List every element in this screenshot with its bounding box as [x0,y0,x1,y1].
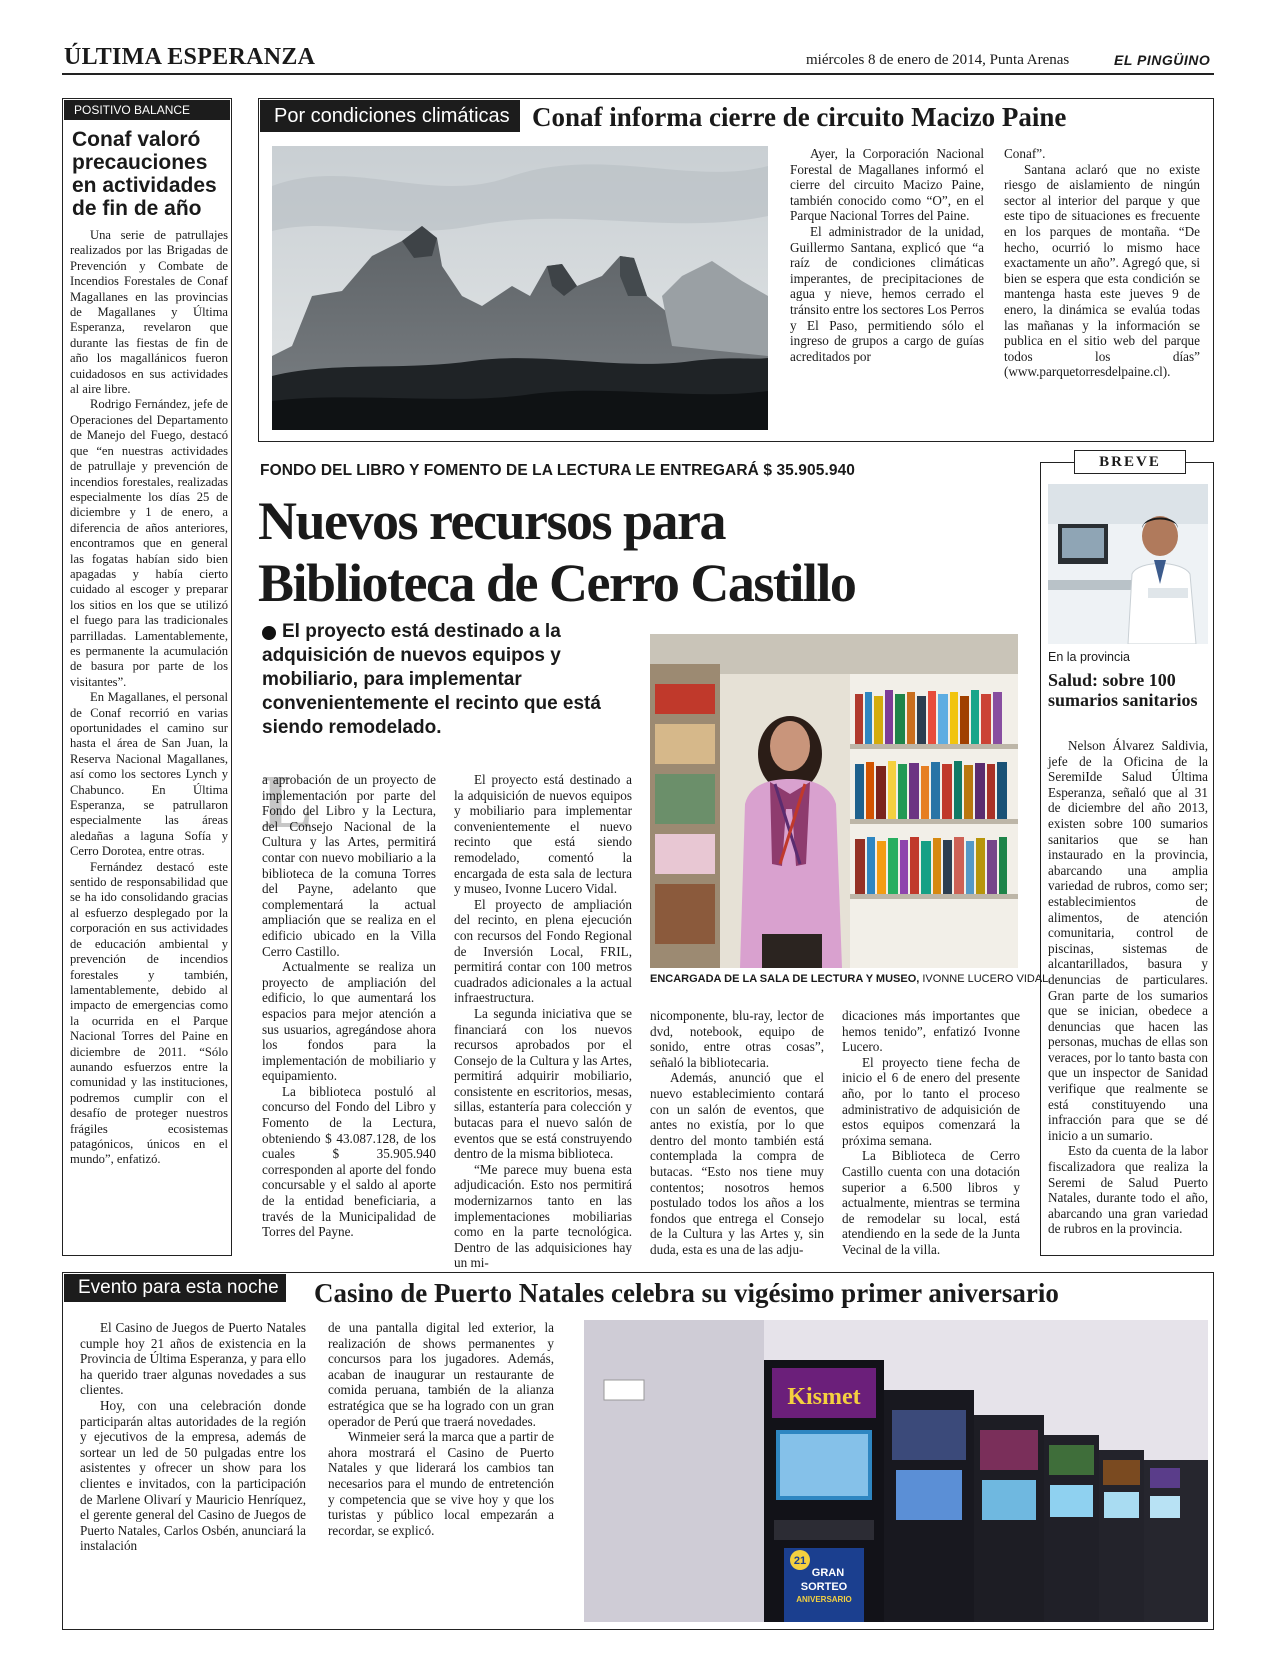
caption-name: IVONNE LUCERO VIDAL. [922,973,1052,985]
library-photo [650,634,1018,968]
library-col-4 [842,1008,1020,1258]
slot-machines-illustration [584,1320,1208,1622]
doctor-photo [1048,484,1208,644]
library-paragraph: El proyecto tiene fecha de inicio el 6 de enero del presente año, por lo tanto el proceso administrativo de adquisición de estos equipos comenzará la próxima semana. [842,1054,1020,1148]
library-paragraph: La segunda iniciativa que se financiará con los nuevos recursos aprobados por el Consejo de la Cultura y las Artes, permitirá adquirir mobiliario, consistente en escritorios, mesas, sillas, estantería para colección y butacas para el nuevo salón de eventos que se está construyendo dentro de la misma biblioteca. [454,1005,632,1162]
breve-body [1048,738,1208,1237]
sidebar-paragraph: Fernández destacó este sentido de responsabilidad que se ha ido consolidando gracias al esfuerzo desplegado por la corporación en sus actividades de educación ambiental y prevención de incendios forestales y también, lamentablemente, debido al impacto de emergencias como la ocurrida en el Parque Nacional Torres del Paine en diciembre de 2011. “Sólo aunando esfuerzos entre la comunidad y las instituciones, podremos cumplir con el desafío de proteger nuestros frágiles ecosistemas patagónicos, únicos en el mundo”, enfatizó. [70,859,228,1167]
paine-kicker: Por condiciones climáticas [260,100,520,132]
library-kicker: FONDO DEL LIBRO Y FOMENTO DE LA LECTURA LE ENTREGARÁ $ 35.905.940 [260,462,856,479]
library-headline-line2: Biblioteca de Cerro Castillo [258,553,856,613]
caption-bold: ENCARGADA DE LA SALA DE LECTURA Y MUSEO, [650,973,920,985]
paine-paragraph: Santana aclaró que no existe riesgo de aislamiento de ningún sector al interior del parque y que este tipo de situaciones es frecuente en los parques de montaña. “De hecho, ocurrió lo mismo hace exactamente un año”. Agregó que, si bien se espera que esta condición se mantenga hasta este jueves 9 de enero, la dinámica se evalúa todas las mañanas y la información se publica en el sitio web del parque todos los días” (www.parquetorresdelpaine.cl). [1004,161,1200,380]
library-paragraph: La Biblioteca de Cerro Castillo cuenta con una dotación superior a 6.500 libros y actualmente, mientras se termina de remodelar su local, está atendiendo en la sede de la Junta Vecinal de la villa. [842,1148,1020,1257]
casino-kicker: Evento para esta noche [64,1274,286,1302]
casino-title: Casino de Puerto Natales celebra su vigésimo primer aniversario [314,1278,1059,1308]
library-photo-caption [650,972,1052,986]
breve-label: BREVE [1074,450,1186,474]
sidebar-body [70,228,228,1168]
library-col-2 [454,772,632,1271]
paine-paragraph: Conaf”. [1004,146,1046,161]
paine-col-2 [1004,146,1200,380]
section-title: ÚLTIMA ESPERANZA [64,44,316,70]
library-paragraph: nicomponente, blu-ray, lector de dvd, notebook, equipo de sonido, entre otras cosas”, señaló la bibliotecaria. [650,1008,824,1070]
casino-col-1 [80,1320,306,1554]
header-rule [62,73,1214,75]
mountain-illustration [272,146,768,430]
sidebar-paragraph: Rodrigo Fernández, jefe de Operaciones del Departamento de Manejo del Fuego, destacó que “en nuestras actividades de patrullaje y prevención de incendios forestales, realizadas especialmente los días 25 de diciembre y 1 de enero, a diferencia de años anteriores, encontramos que en general las fogatas habían sido bien apagadas y había cierto cuidado al escoger y preparar los sitios en los que se utilizó el fuego para las tradicionales parrilladas. Lamentablemente, es permanente la acumulación de basura por parte de los visitantes”. [70,397,228,689]
breve-paragraph: Esto da cuenta de la labor fiscalizadora que realiza la Seremi de Salud Puerto Natales, durante todo el año, abarcando una gran variedad de rubros en la provincia. [1048,1143,1208,1237]
breve-paragraph: Nelson Álvarez Saldivia, jefe de la Oficina de la SeremiIde Salud Última Esperanza, señaló que al 31 de diciembre del año 2013, existen sobre 100 sumarios sanitarios que se han instaurado en la provincia, abarcando una amplia variedad de rubros, como ser; establecimientos de alimentos, de atención comunitaria, control de piscinas, sistemas de alcantarillados, basura y denuncias de particulares. Gran parte de los sumarios que se inician, obedece a denuncias que hacen las personas, muchas de ellas son veraces, por lo tanto basta con que un inspector de Sanidad verifique que realmente se está constituyendo una infracción para que se dé inicio a un sumario. [1048,738,1208,1143]
kismet-logo: Kismet [787,1384,861,1410]
casino-paragraph: El Casino de Juegos de Puerto Natales cumple hoy 21 años de existencia en la Provincia de Última Esperanza, y para ello ha querido traer algunas novedades a sus clientes. [80,1320,306,1398]
paine-col-1 [790,146,984,364]
library-summary: El proyecto está destinado a la adquisición de nuevos equipos y mobiliario, para implementar convenientemente el recinto que está siendo remodelado. [262,621,601,738]
sidebar-paragraph: En Magallanes, el personal de Conaf recorrió en varias oportunidades el camino sur hasta el área de San Juan, la Reserva Nacional Magallanes, así como los sectores Lynch y Chabunco. En Última Esperanza, se patrullaron especialmente las áreas aledañas a laguna Sofía y Cerro Dorotea, entre otras. [70,690,228,859]
librarian-illustration [650,634,1018,968]
library-headline-line1: Nuevos recursos para [258,491,725,551]
sidebar-title: Conaf valoró precauciones en actividades de fin de año [72,128,217,220]
casino-photo [584,1320,1208,1622]
paine-paragraph: Ayer, la Corporación Nacional Forestal de Magallanes informó el cierre del circuito Macizo Paine, también conocido como “O”, en el Parque Nacional Torres del Paine. [790,146,984,224]
library-lead-paragraph: a aprobación de un proyecto de implementación por parte del Fondo del Libro y la Lectura, del Consejo Nacional de la Cultura y las Artes, permitirá contar con nuevo mobiliario a la biblioteca de la comuna Torres del Payne, adelanto que complementará la actual ampliación que se realiza en el edificio ubicado en la Villa Cerro Castillo. [262,772,436,959]
library-paragraph: Actualmente se realiza un proyecto de ampliación del edificio, lo que aumentará los espacios para mejor atención a sus usuarios, agregándose ahora los fondos para la implementación de mobiliario y equipamiento. [262,959,436,1084]
library-paragraph: “Me parece muy buena esta adjudicación. Esto nos permitirá modernizarnos tanto en las implementaciones mobiliarias como en la parte tecnológica. Dentro de las adquisiciones hay un mi- [454,1161,632,1271]
sidebar-kicker: POSITIVO BALANCE [64,100,230,120]
breve-kicker: En la provincia [1048,650,1130,664]
sidebar-paragraph: Una serie de patrullajes realizados por las Brigadas de Prevención y Combate de Incendios Forestales de Conaf Magallanes en las provincias de Magallanes y Última Esperanza, revelaron que durante las fiestas de fin de año los magallánicos fueron cuidadosos en sus actividades al aire libre. [70,228,228,397]
library-paragraph: Además, anunció que el nuevo establecimiento contará con un salón de eventos, que antes no existía, por lo que dentro del monto también está contemplada la compra de butacas. “Esto nos tiene muy contentos; nosotros hemos postulado todos los años a los fondos que entrega el Consejo de la Cultura y las Artes y, sin duda, esta es una de las adju- [650,1070,824,1257]
casino-paragraph: Winmeier será la marca que a partir de ahora mostrará el Casino de Puerto Natales y que liderará los cambios tan necesarios para el mundo de entretención y competencia que se vive hoy y que los turistas y público local empezarán a recordar, se explicó. [328,1429,554,1538]
library-paragraph: dicaciones más importantes que hemos tenido”, enfatizó Ivonne Lucero. [842,1008,1020,1055]
breve-title: Salud: sobre 100 sumarios sanitarios [1048,670,1198,710]
poster-number: 21 [793,1555,807,1567]
casino-paragraph: de una pantalla digital led exterior, la realización de shows permanentes y concursos para los jugadores. Además, acaban de inaugurar un restaurante de comida peruana, también de la alianza estratégica que se ha logrado con un gran operador de Perú que traerá novedades. [328,1320,554,1429]
casino-col-2 [328,1320,554,1538]
library-drop-cap: L [262,760,313,844]
library-col-3 [650,1008,824,1258]
poster-line3: ANIVERSARIO [796,1595,852,1604]
library-paragraph: El proyecto está destinado a la adquisición de nuevos equipos y mobiliario para implementar convenientemente el nuevo recinto que está siendo remodelado, comentó la encargada de esta sala de lectura y museo, Ivonne Lucero Vidal. [454,772,632,897]
poster-line2: SORTEO [800,1581,848,1593]
paine-title: Conaf informa cierre de circuito Macizo Paine [532,102,1067,132]
casino-paragraph: Hoy, con una celebración donde participarán altas autoridades de la región y ejecutivos de la empresa, además de sortear un led de 50 pulgadas entre los asistentes y ofrecer un show para los clientes e invitados, con la participación de Marlene Olivarí y Mauricio Henríquez, el gerente general del Casino de Juegos de Puerto Natales, Carlos Osbén, anunciará la instalación [80,1397,306,1554]
paine-mountain-photo [272,146,768,430]
brand-logo: EL PINGÜINO [1114,52,1211,68]
poster-line1: GRAN [811,1567,845,1579]
paine-paragraph: El administrador de la unidad, Guillermo Santana, explicó que “a raíz de condiciones climáticas imperantes, de precipitaciones de agua y nieve, hemos cerrado el tránsito entre los sectores Los Perros y El Paso, permitiendo sólo el ingreso de grupos a cargo de guías acreditados por [790,223,984,364]
library-paragraph: El proyecto de ampliación del recinto, en plena ejecución con recursos del Fondo Regional de Inversión Local, FRIL, permitirá contar con 100 metros cuadrados adicionales a la actual infraestructura. [454,896,632,1006]
doctor-illustration [1048,484,1208,644]
library-paragraph: La biblioteca postuló al concurso del Fondo del Libro y Fomento de la Lectura, obteniendo $ 43.087.128, de los cuales $ 35.905.940 corresponden al aporte del fondo concursable y el saldo al aporte de la entidad beneficiaria, a través de la Municipalidad de Torres del Payne. [262,1083,436,1240]
library-col-1 [262,772,436,1240]
dateline: miércoles 8 de enero de 2014, Punta Arenas [806,52,1070,68]
